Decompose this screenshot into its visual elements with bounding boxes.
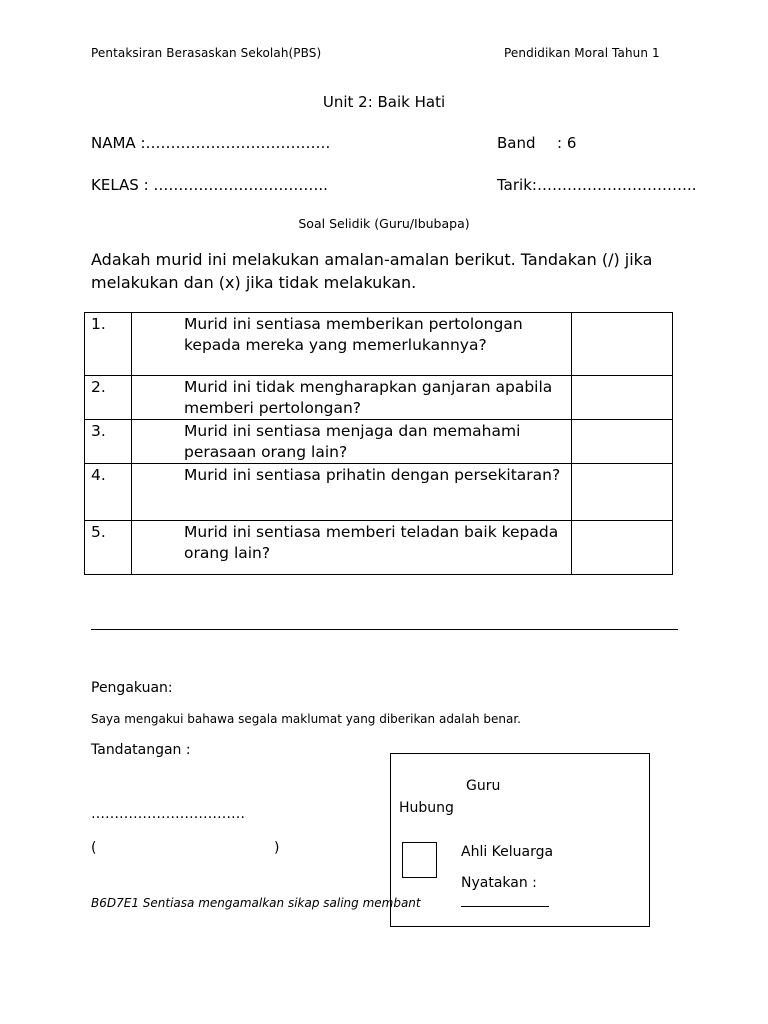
header-right: Pendidikan Moral Tahun 1 xyxy=(504,46,660,60)
question-text: Murid ini tidak mengharapkan ganjaran apabila memberi pertolongan? xyxy=(132,376,572,420)
question-text: Murid ini sentiasa memberikan pertolongan kepada mereka yang memerlukannya? xyxy=(132,313,572,376)
declaration-heading: Pengakuan: xyxy=(91,680,173,696)
questions-table xyxy=(84,312,673,575)
relation-nyatakan: Nyatakan : xyxy=(461,875,537,891)
table-row xyxy=(85,313,673,376)
signature-line: …………………………… xyxy=(91,806,245,822)
name-open-paren: ( xyxy=(91,840,97,856)
relation-guru: Guru xyxy=(466,778,501,794)
nama-field: NAMA :………………………………. xyxy=(91,134,331,152)
header-left: Pentaksiran Berasaskan Sekolah(PBS) xyxy=(91,46,322,60)
question-text: Murid ini sentiasa memberi teladan baik kepada orang lain? xyxy=(132,521,572,575)
relation-box xyxy=(390,753,650,927)
declaration-statement: Saya mengakui bahawa segala maklumat yang diberikan adalah benar. xyxy=(91,712,521,726)
band-label: Band xyxy=(497,134,536,152)
question-number: 4. xyxy=(85,464,132,521)
question-number: 5. xyxy=(85,521,132,575)
answer-cell[interactable] xyxy=(572,420,673,464)
footer-code: B6D7E1 Sentiasa mengamalkan sikap saling membant xyxy=(91,896,421,910)
section-divider xyxy=(91,629,678,630)
answer-cell[interactable] xyxy=(572,521,673,575)
question-number: 2. xyxy=(85,376,132,420)
answer-cell[interactable] xyxy=(572,313,673,376)
answer-cell[interactable] xyxy=(572,464,673,521)
band-value: : 6 xyxy=(557,134,577,152)
kelas-field: KELAS : …………………………….. xyxy=(91,176,328,194)
question-text: Murid ini sentiasa prihatin dengan persekitaran? xyxy=(132,464,572,521)
question-text: Murid ini sentiasa menjaga dan memahami perasaan orang lain? xyxy=(132,420,572,464)
question-number: 3. xyxy=(85,420,132,464)
instruction-text: Adakah murid ini melakukan amalan-amalan berikut. Tandakan (/) jika melakukan dan (x) jika tidak melakukan. xyxy=(91,250,653,292)
nyatakan-line[interactable] xyxy=(461,906,549,907)
relation-ahli-keluarga: Ahli Keluarga xyxy=(461,844,554,860)
answer-cell[interactable] xyxy=(572,376,673,420)
name-close-paren: ) xyxy=(274,840,280,856)
question-number: 1. xyxy=(85,313,132,376)
relation-checkbox[interactable] xyxy=(402,842,437,878)
page-title: Unit 2: Baik Hati xyxy=(322,93,446,111)
table-row xyxy=(85,521,673,575)
signature-label: Tandatangan : xyxy=(91,742,191,758)
tarik-field: Tarik:………………………….. xyxy=(497,176,697,194)
survey-title: Soal Selidik (Guru/Ibubapa) xyxy=(298,216,470,231)
relation-hubung: Hubung xyxy=(399,800,454,816)
table-row xyxy=(85,420,673,464)
table-row xyxy=(85,464,673,521)
table-row xyxy=(85,376,673,420)
